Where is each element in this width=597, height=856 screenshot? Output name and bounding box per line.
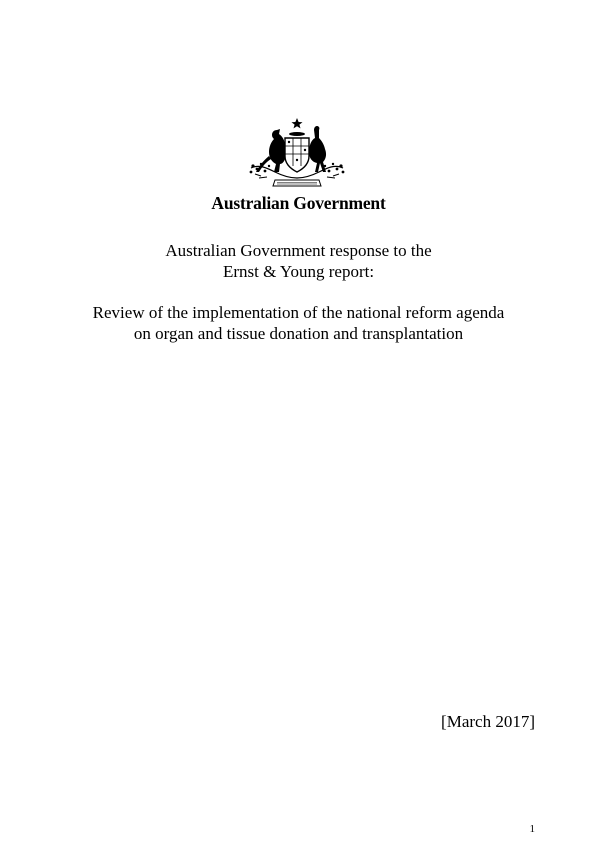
document-subtitle bbox=[0, 302, 597, 344]
government-name: Australian Government bbox=[211, 193, 386, 213]
subtitle-line-2: on organ and tissue donation and transplantation bbox=[133, 324, 464, 343]
title-line-2: Ernst & Young report: bbox=[222, 262, 375, 281]
document-date: [March 2017] bbox=[441, 712, 535, 731]
page-number: 1 bbox=[529, 823, 535, 835]
title-line-1: Australian Government response to the bbox=[165, 241, 432, 260]
document-title bbox=[0, 240, 597, 282]
coat-of-arms-icon bbox=[247, 116, 347, 192]
subtitle-line-1: Review of the implementation of the national reform agenda bbox=[92, 303, 505, 322]
